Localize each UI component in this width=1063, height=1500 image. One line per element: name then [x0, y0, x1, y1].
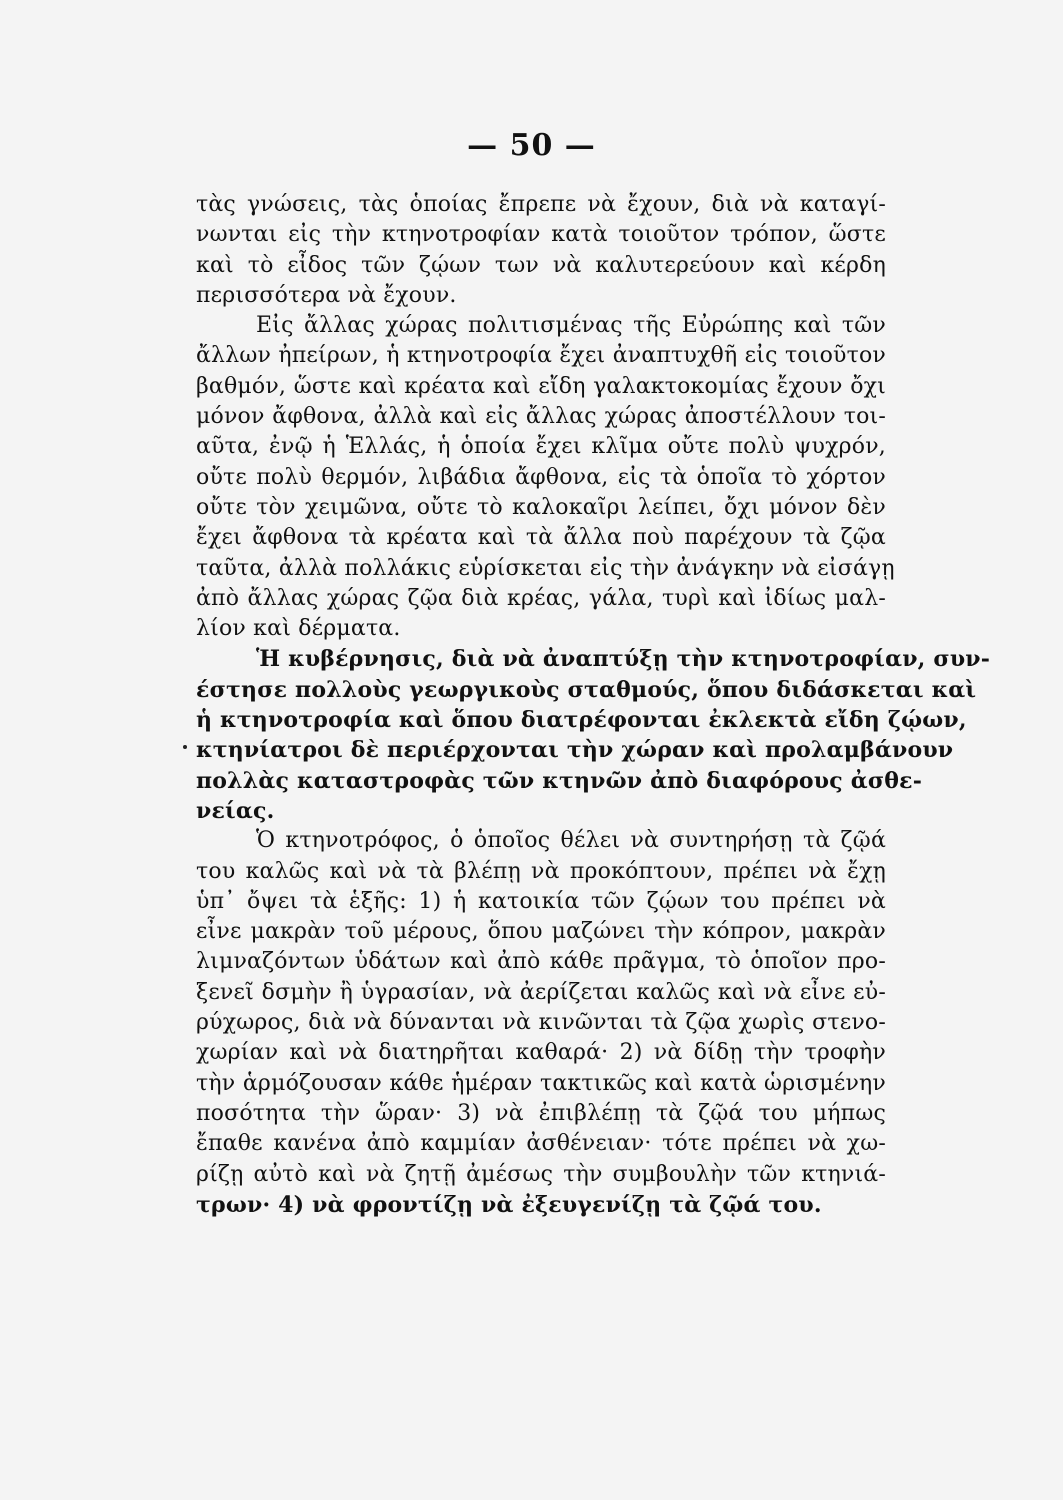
body-text [196, 190, 991, 1220]
text-line: ξενεῖ δσμὴν ἢ ὑγρασίαν, νὰ ἀερίζεται καλῶς καὶ νὰ εἶνε εὐ- [196, 979, 886, 1005]
text-line: καὶ τὸ εἶδος τῶν ζῴων των νὰ καλυτερεύουν καὶ κέρδη [196, 252, 886, 278]
paragraph-start-line: Ὁ κτηνοτρόφος, ὁ ὁποῖος θέλει νὰ συντηρήσῃ τὰ ζῷά [256, 828, 886, 854]
text-line: μόνον ἄφθονα, ἀλλὰ καὶ εἰς ἄλλας χώρας ἀποστέλλουν τοι- [196, 404, 886, 430]
text-line: ὑπ᾽ ὄψει τὰ ἑξῆς: 1) ἡ κατοικία τῶν ζῴων του πρέπει νὰ [196, 888, 886, 914]
text-line: οὔτε τὸν χειμῶνα, οὔτε τὸ καλοκαῖρι λείπει, ὄχι μόνον δὲν [196, 494, 886, 520]
text-line: ἔπαθε κανένα ἀπὸ καμμίαν ἀσθένειαν· τότε πρέπει νὰ χω- [196, 1131, 886, 1157]
text-line: λίον καὶ δέρματα. [196, 616, 401, 642]
text-line: ρίζῃ αὐτὸ καὶ νὰ ζητῇ ἀμέσως τὴν συμβουλὴν τῶν κτηνιά- [196, 1161, 886, 1187]
paragraph-start-line: Ἡ κυβέρνησις, διὰ νὰ ἀναπτύξῃ τὴν κτηνοτροφίαν, συν- [256, 646, 991, 673]
text-line: τὴν ἁρμόζουσαν κάθε ἡμέραν τακτικῶς καὶ κατὰ ὡρισμένην [196, 1070, 886, 1096]
text-line: λιμναζόντων ὑδάτων καὶ ἀπὸ κάθε πρᾶγμα, τὸ ὁποῖον προ- [196, 949, 886, 975]
text-line: βαθμόν, ὥστε καὶ κρέατα καὶ εἴδη γαλακτοκομίας ἔχουν ὄχι [196, 373, 886, 399]
text-line: ἄλλων ἠπείρων, ἡ κτηνοτροφία ἔχει ἀναπτυχθῆ εἰς τοιοῦτον [196, 343, 886, 369]
text-line: τρων· 4) νὰ φροντίζῃ νὰ ἐξευγενίζῃ τὰ ζῷά του. [196, 1191, 822, 1218]
text-line: οὔτε πολὺ θερμόν, λιβάδια ἄφθονα, εἰς τὰ ὁποῖα τὸ χόρτον [196, 464, 886, 490]
text-line: ποσότητα τὴν ὥραν· 3) νὰ ἐπιβλέπῃ τὰ ζῷά του μήπως [196, 1100, 886, 1126]
text-line: ἀπὸ ἄλλας χώρας ζῷα διὰ κρέας, γάλα, τυρὶ καὶ ἰδίως μαλ- [196, 585, 886, 611]
text-line: έστησε πολλοὺς γεωργικοὺς σταθμούς, ὅπου διδάσκεται καὶ [196, 676, 977, 703]
text-line: ταῦτα, ἀλλὰ πολλάκις εὑρίσκεται εἰς τὴν ἀνάγκην νὰ εἰσάγῃ [196, 555, 895, 581]
text-line: κτηνίατροι δὲ περιέρχονται τὴν χώραν καὶ προλαμβάνουν [196, 737, 954, 764]
margin-speck [183, 745, 187, 749]
text-line: αῦτα, ἐνῷ ἡ Ἑλλάς, ἡ ὁποία ἔχει κλῖμα οὔτε πολὺ ψυχρόν, [196, 434, 886, 460]
text-line: ἔχει ἄφθονα τὰ κρέατα καὶ τὰ ἄλλα ποὺ παρέχουν τὰ ζῷα [196, 525, 886, 551]
text-line: ἡ κτηνοτροφία καὶ ὅπου διατρέφονται ἐκλεκτὰ εἴδη ζῴων, [196, 707, 967, 734]
text-line: χωρίαν καὶ νὰ διατηρῆται καθαρά· 2) νὰ δίδῃ τὴν τροφὴν [196, 1040, 886, 1066]
text-line: νωνται εἰς τὴν κτηνοτροφίαν κατὰ τοιοῦτον τρόπον, ὥστε [196, 222, 886, 248]
text-line: ρύχωρος, διὰ νὰ δύνανται νὰ κινῶνται τὰ ζῷα χωρὶς στενο- [196, 1010, 886, 1036]
text-line: πολλὰς καταστροφὰς τῶν κτηνῶν ἀπὸ διαφόρους ἀσθε- [196, 767, 923, 794]
text-line: περισσότερα νὰ ἔχουν. [196, 282, 457, 308]
text-line: του καλῶς καὶ νὰ τὰ βλέπῃ νὰ προκόπτουν, πρέπει νὰ ἔχῃ [196, 858, 886, 884]
text-line: νείας. [196, 797, 275, 824]
paragraph-start-line: Εἰς ἄλλας χώρας πολιτισμένας τῆς Εὐρώπης καὶ τῶν [256, 313, 886, 339]
text-line: τὰς γνώσεις, τὰς ὁποίας ἔπρεπε νὰ ἔχουν, διὰ νὰ καταγί- [196, 192, 886, 217]
text-line: εἶνε μακρὰν τοῦ μέρους, ὅπου μαζώνει τὴν κόπρον, μακρὰν [196, 919, 886, 945]
page-number: — 50 — [467, 128, 596, 163]
